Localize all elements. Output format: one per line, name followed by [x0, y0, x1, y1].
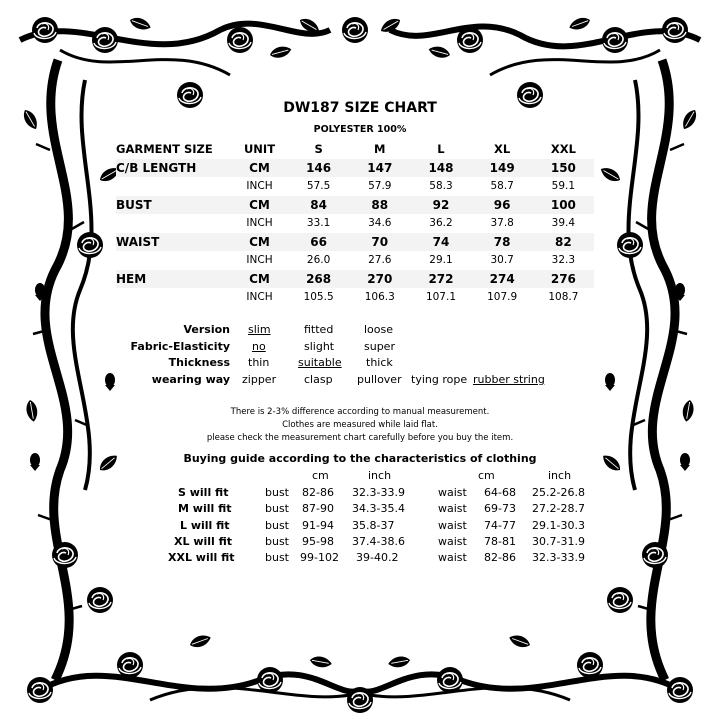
guide-bust-label: bust: [265, 486, 289, 499]
guide-waist-inch-header: inch: [548, 469, 572, 482]
header-size-xxl: XXL: [550, 142, 576, 157]
option-pullover: pullover: [357, 373, 402, 386]
guide-waist-label: waist: [438, 535, 467, 548]
value-cell: 268: [306, 271, 332, 286]
guide-bust-inch: 37.4-38.6: [352, 535, 405, 548]
value-cell: 276: [550, 271, 576, 286]
value-cell: 146: [306, 160, 332, 175]
table-row: [116, 196, 594, 215]
value-cell: 74: [432, 234, 450, 249]
unit-cell: CM: [249, 197, 270, 212]
value-cell: 57.9: [368, 180, 392, 193]
property-label-version: Version: [183, 323, 230, 336]
value-cell: 78: [493, 234, 511, 249]
measure-label: HEM: [116, 271, 147, 286]
value-cell: 82: [555, 234, 572, 249]
note-difference: There is 2-3% difference according to manual measurement.: [230, 407, 490, 417]
value-cell: 106.3: [364, 291, 395, 304]
property-label-wearing-way: wearing way: [151, 373, 230, 386]
unit-cell: CM: [249, 160, 270, 175]
guide-waist-label: waist: [438, 502, 467, 515]
unit-cell: CM: [249, 271, 270, 286]
table-header-row: [116, 140, 594, 159]
guide-bust-inch: 39-40.2: [356, 551, 399, 564]
option-zipper: zipper: [242, 373, 277, 386]
value-cell: 36.2: [429, 217, 453, 230]
header-size-m: M: [374, 142, 386, 157]
value-cell: 27.6: [368, 254, 392, 267]
value-cell: 70: [371, 234, 389, 249]
value-cell: 108.7: [548, 291, 579, 304]
value-cell: 33.1: [306, 217, 331, 230]
value-cell: 149: [489, 160, 515, 175]
value-cell: 274: [489, 271, 515, 286]
guide-waist-cm-header: cm: [478, 469, 495, 482]
guide-waist-inch: 29.1-30.3: [532, 519, 585, 532]
guide-waist-cm: 69-73: [484, 502, 516, 515]
guide-fit-label: S will fit: [178, 486, 229, 499]
page-title: DW187 SIZE CHART: [283, 100, 437, 116]
note-laid-flat: Clothes are measured while laid flat.: [282, 420, 438, 430]
value-cell: 107.1: [425, 291, 456, 304]
property-label-elasticity: Fabric-Elasticity: [130, 340, 230, 353]
unit-cell: INCH: [246, 180, 273, 193]
value-cell: 84: [310, 197, 327, 212]
guide-waist-inch: 32.3-33.9: [532, 551, 585, 564]
option-rubber-string: rubber string: [473, 373, 545, 386]
value-cell: 105.5: [303, 291, 334, 304]
guide-bust-label: bust: [265, 551, 289, 564]
note-check-chart: please check the measurement chart carefully before you buy the item.: [206, 433, 514, 443]
value-cell: 37.8: [490, 217, 514, 230]
option-fitted: fitted: [304, 323, 334, 336]
guide-bust-inch: 32.3-33.9: [352, 486, 405, 499]
value-cell: 59.1: [551, 180, 576, 193]
guide-bust-inch: 35.8-37: [352, 519, 395, 532]
guide-bust-cm: 91-94: [302, 519, 334, 532]
option-thin: thin: [248, 356, 270, 369]
option-tying-rope: tying rope: [411, 373, 468, 386]
header-size-l: L: [437, 142, 445, 157]
measure-label: C/B LENGTH: [116, 160, 197, 175]
buying-guide-title: Buying guide according to the characteristics of clothing: [183, 452, 537, 465]
value-cell: 58.7: [490, 180, 514, 193]
value-cell: 100: [550, 197, 576, 212]
guide-waist-label: waist: [438, 519, 467, 532]
header-size-s: S: [314, 142, 323, 157]
property-label-thickness: Thickness: [168, 356, 230, 369]
table-row: [116, 288, 594, 307]
guide-fit-label: L will fit: [180, 519, 230, 532]
table-row: [116, 177, 594, 196]
guide-waist-cm: 82-86: [484, 551, 516, 564]
guide-waist-label: waist: [438, 551, 467, 564]
guide-waist-cm: 74-77: [484, 519, 516, 532]
value-cell: 66: [310, 234, 327, 249]
guide-bust-label: bust: [265, 502, 289, 515]
guide-fit-label: XL will fit: [174, 535, 233, 548]
unit-cell: INCH: [246, 217, 273, 230]
option-no: no: [252, 340, 266, 353]
guide-bust-cm: 82-86: [302, 486, 334, 499]
unit-cell: INCH: [246, 291, 273, 304]
value-cell: 26.0: [306, 254, 331, 267]
material-subtitle: POLYESTER 100%: [313, 124, 407, 135]
guide-fit-label: XXL will fit: [168, 551, 235, 564]
value-cell: 148: [428, 160, 454, 175]
value-cell: 34.6: [368, 217, 392, 230]
table-row: [116, 159, 594, 178]
value-cell: 88: [371, 197, 389, 212]
header-unit: UNIT: [243, 142, 276, 157]
size-chart-table: [116, 140, 594, 307]
guide-bust-cm-header: cm: [312, 469, 329, 482]
value-cell: 32.3: [551, 254, 576, 267]
option-slight: slight: [304, 340, 335, 353]
unit-cell: CM: [249, 234, 270, 249]
unit-cell: INCH: [246, 254, 273, 267]
option-slim: slim: [248, 323, 271, 336]
value-cell: 92: [432, 197, 450, 212]
guide-bust-inch: 34.3-35.4: [352, 502, 405, 515]
value-cell: 57.5: [306, 180, 331, 193]
guide-bust-cm: 95-98: [302, 535, 334, 548]
measure-label: WAIST: [116, 234, 160, 249]
guide-waist-cm: 64-68: [484, 486, 516, 499]
value-cell: 270: [367, 271, 393, 286]
table-row: [116, 270, 594, 289]
guide-waist-cm: 78-81: [484, 535, 516, 548]
option-loose: loose: [364, 323, 394, 336]
table-row: [116, 233, 594, 252]
option-super: super: [364, 340, 395, 353]
option-clasp: clasp: [304, 373, 333, 386]
guide-bust-inch-header: inch: [368, 469, 392, 482]
measure-label: BUST: [116, 197, 152, 212]
value-cell: 39.4: [551, 217, 576, 230]
header-size-xl: XL: [494, 142, 511, 157]
value-cell: 272: [428, 271, 454, 286]
value-cell: 147: [367, 160, 393, 175]
value-cell: 107.9: [487, 291, 518, 304]
value-cell: 29.1: [429, 254, 453, 267]
guide-bust-label: bust: [265, 519, 289, 532]
guide-bust-cm: 87-90: [302, 502, 334, 515]
value-cell: 58.3: [429, 180, 453, 193]
guide-waist-inch: 27.2-28.7: [532, 502, 585, 515]
option-suitable: suitable: [298, 356, 342, 369]
guide-waist-label: waist: [438, 486, 467, 499]
guide-fit-label: M will fit: [178, 502, 232, 515]
guide-waist-inch: 25.2-26.8: [532, 486, 585, 499]
guide-waist-inch: 30.7-31.9: [532, 535, 585, 548]
value-cell: 30.7: [490, 254, 514, 267]
table-row: [116, 214, 594, 233]
value-cell: 150: [550, 160, 576, 175]
option-thick: thick: [366, 356, 393, 369]
guide-bust-cm: 99-102: [300, 551, 339, 564]
table-row: [116, 251, 594, 270]
header-garment-size: GARMENT SIZE: [116, 142, 213, 157]
guide-bust-label: bust: [265, 535, 289, 548]
value-cell: 96: [493, 197, 511, 212]
